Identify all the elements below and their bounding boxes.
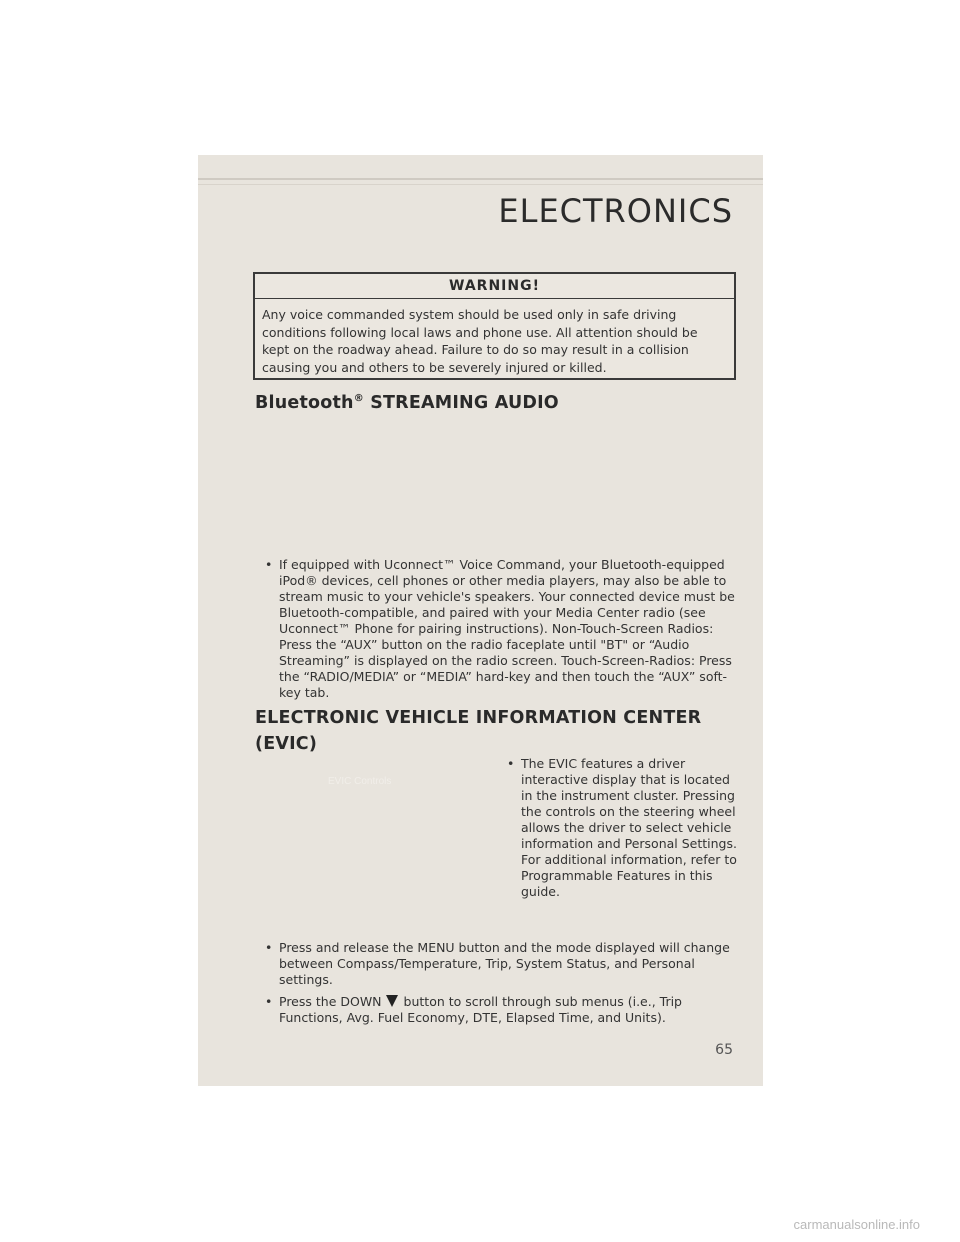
registered-mark: ®: [353, 393, 364, 405]
warning-text: Any voice commanded system should be used only in safe driving conditions following local laws and phone use. All attention should be kept on the roadway ahead. Failure to do so may result in a collision causing you and others to be severely injured or killed.: [262, 307, 698, 375]
evic-menu-bullet-list: [265, 940, 735, 1032]
header-rule-thin: [198, 184, 763, 185]
bluetooth-bullet-list: [265, 557, 735, 707]
down-bullet-after: button to scroll through sub menus (i.e., Trip Functions, Avg. Fuel Economy, DTE, Elapsed Time, and Units).: [279, 994, 682, 1025]
evic-side-bullet-list: [507, 756, 739, 906]
down-bullet-before: Press the DOWN: [279, 994, 382, 1009]
bluetooth-heading-rest: STREAMING AUDIO: [363, 393, 559, 413]
evic-image-caption: EVIC Controls: [328, 776, 392, 787]
warning-title: WARNING!: [255, 274, 734, 299]
list-item: • If equipped with Uconnect™ Voice Command, your Bluetooth-equipped iPod® devices, cell phones or other media players, may also be able to stream music to your vehicle's speakers. Your connected device must be Bluetooth-compatible, and paired with your Media Center radio (see Uconnect™ Phone for pairing instructions). Non-Touch-Screen Radios: Press the “AUX” button on the radio faceplate until "BT" or “Audio Streaming” is displayed on the radio screen. Touch-Screen-Radios: Press the “RADIO/MEDIA” or “MEDIA” hard-key and then touch the “AUX” soft-key tab.: [265, 557, 735, 701]
section-title: ELECTRONICS: [498, 192, 733, 230]
list-item: • Press and release the MENU button and the mode displayed will change between Compass/Temperature, Trip, System Status, and Personal settings.: [265, 940, 735, 988]
manual-page: [198, 155, 763, 1086]
header-rule: [198, 178, 763, 180]
evic-heading: ELECTRONIC VEHICLE INFORMATION CENTER (EVIC): [255, 708, 702, 754]
bluetooth-heading: [255, 393, 559, 413]
list-item: • The EVIC features a driver interactive display that is located in the instrument cluster. Pressing the controls on the steering wheel allows the driver to select vehicle information and Personal Settings. For additional information, refer to Programmable Features in this guide.: [507, 756, 739, 900]
down-arrow-icon: [386, 995, 398, 1007]
bluetooth-image-area: [255, 423, 725, 547]
warning-box: [253, 272, 736, 380]
list-item: [265, 994, 735, 1026]
watermark: carmanualsonline.info: [793, 1217, 920, 1232]
page-number: 65: [715, 1042, 733, 1058]
bluetooth-heading-brand: Bluetooth: [255, 393, 354, 413]
